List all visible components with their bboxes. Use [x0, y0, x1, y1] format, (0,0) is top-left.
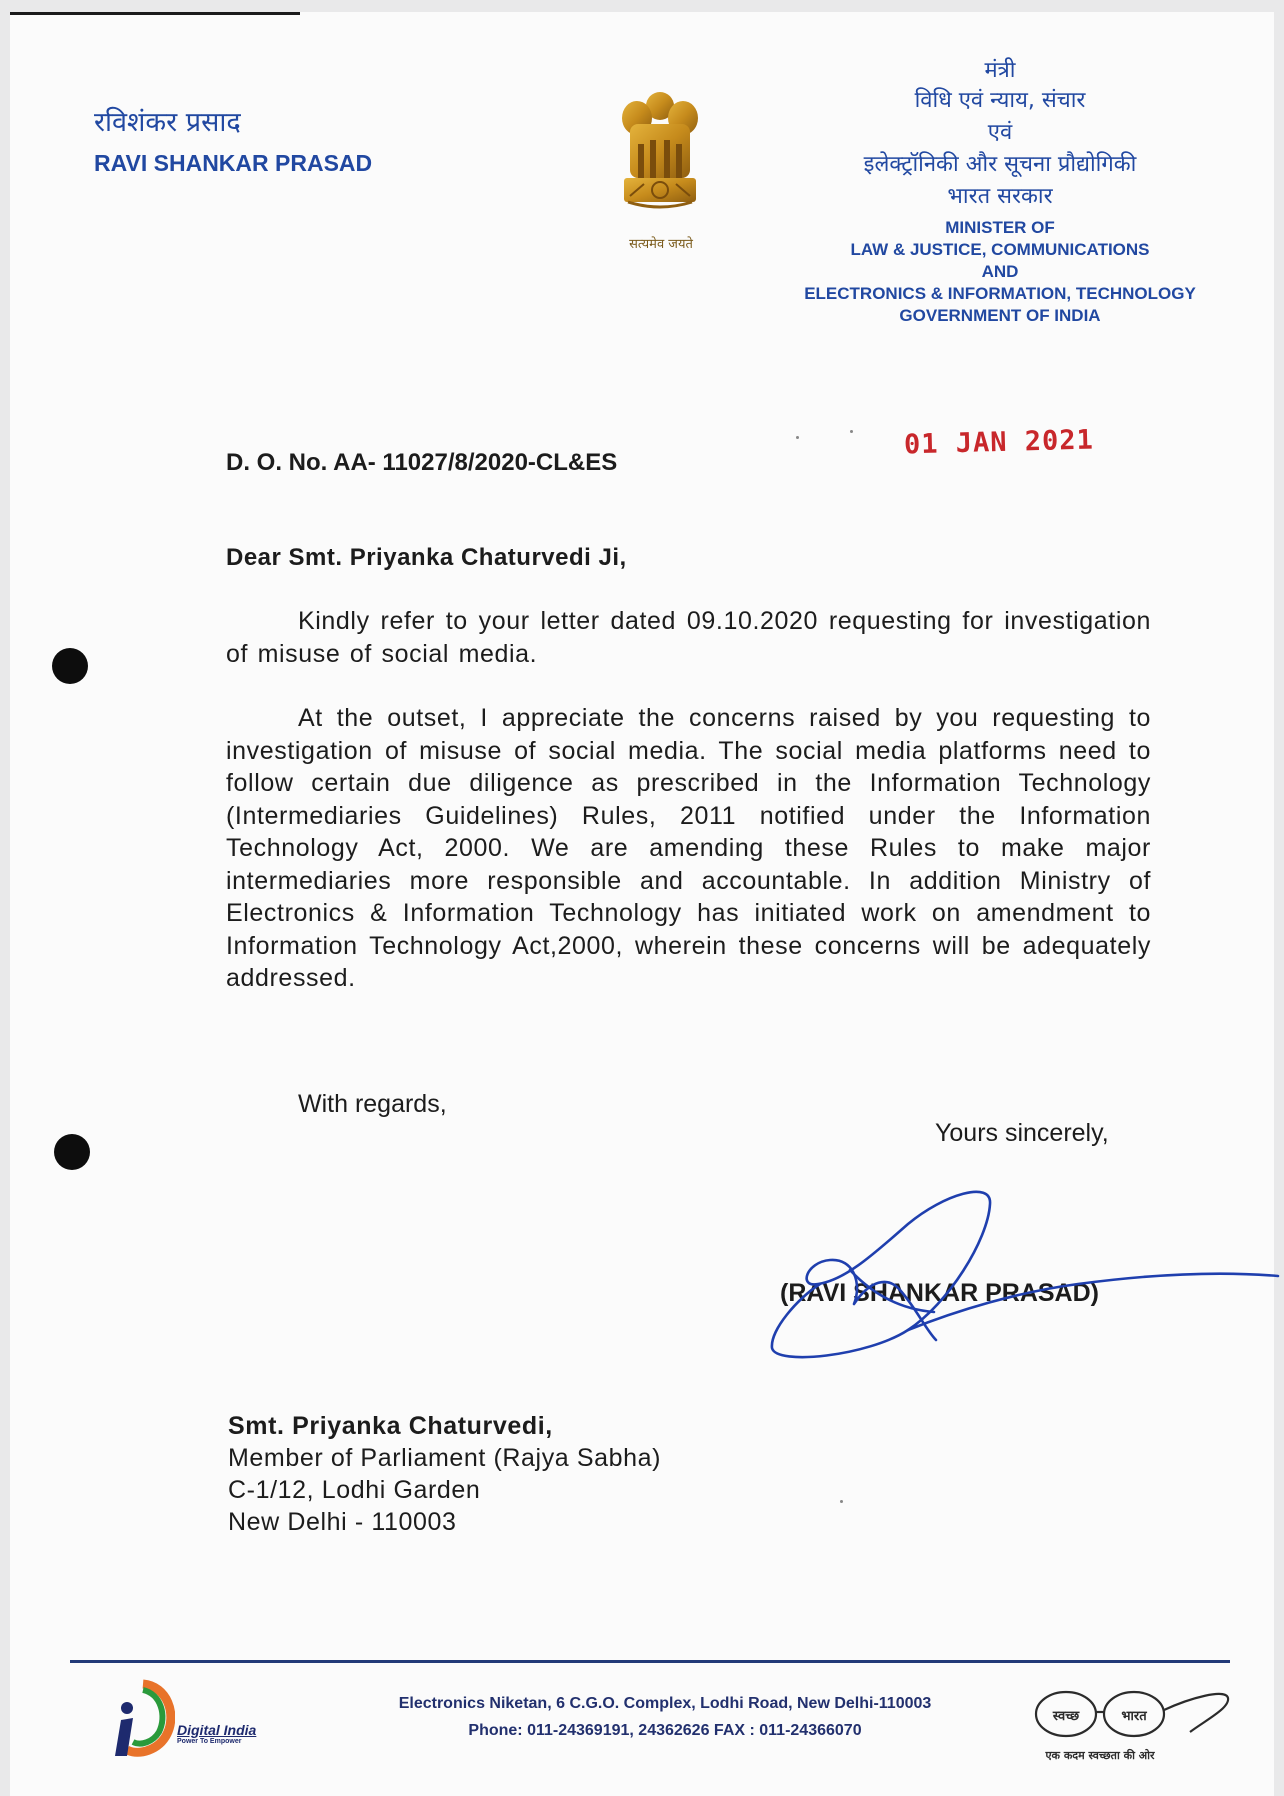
digital-india-logo-icon: [105, 1672, 175, 1762]
swachh-tagline: एक कदम स्वच्छता की ओर: [1045, 1749, 1155, 1762]
swachh-bharat-logo-icon: [1030, 1680, 1240, 1750]
ministry-hindi-line-5: भारत सरकार: [947, 184, 1053, 209]
paragraph-1: Kindly refer to your letter dated 09.10.2020 requesting for investigation of misuse of social media.: [226, 607, 1151, 668]
footer-contact: [340, 1690, 990, 1744]
recipient-address: [228, 1410, 661, 1538]
speck: [796, 436, 799, 439]
handwritten-signature: [758, 1180, 1284, 1362]
digital-india-title: Digital India: [177, 1722, 257, 1738]
speck: [850, 430, 853, 433]
ministry-english-line-5: GOVERNMENT OF INDIA: [899, 306, 1101, 325]
signatory-name: (RAVI SHANKAR PRASAD): [780, 1279, 1099, 1307]
speck: [840, 1500, 843, 1503]
ministry-hindi-line-2: विधि एवं न्याय, संचार: [914, 88, 1086, 113]
swachh-left-text: स्वच्छ: [1052, 1709, 1080, 1724]
swachh-right-text: भारत: [1121, 1709, 1147, 1724]
closing-regards: With regards,: [298, 1090, 447, 1118]
minister-name-english: RAVI SHANKAR PRASAD: [94, 150, 373, 176]
date-stamp: 01 JAN 2021: [903, 424, 1095, 461]
punch-hole: [52, 648, 88, 684]
footer-address: Electronics Niketan, 6 C.G.O. Complex, Lodhi Road, New Delhi-110003: [398, 1695, 932, 1712]
footer-phone-fax: Phone: 011-24369191, 24362626 FAX : 011-24366070: [468, 1722, 862, 1739]
recipient-address-line-1: C-1/12, Lodhi Garden: [228, 1476, 481, 1504]
footer-divider: [70, 1660, 1230, 1663]
salutation: Dear Smt. Priyanka Chaturvedi Ji,: [226, 544, 627, 571]
digital-india-tagline: Power To Empower: [177, 1738, 242, 1745]
recipient-address-line-2: New Delhi - 110003: [228, 1508, 457, 1536]
national-emblem-icon: [610, 84, 710, 234]
ministry-english-line-2: LAW & JUSTICE, COMMUNICATIONS: [850, 240, 1150, 259]
recipient-designation: Member of Parliament (Rajya Sabha): [228, 1444, 662, 1472]
closing-sincerely: Yours sincerely,: [935, 1119, 1109, 1147]
ministry-english-line-4: ELECTRONICS & INFORMATION, TECHNOLOGY: [804, 284, 1196, 303]
reference-number: D. O. No. AA- 11027/8/2020-CL&ES: [226, 449, 618, 476]
ministry-english-line-1: MINISTER OF: [945, 218, 1055, 237]
punch-hole: [54, 1134, 90, 1170]
ministry-hindi-line-3: एवं: [987, 120, 1013, 145]
digital-india-wordmark: [177, 1722, 256, 1745]
ministry-hindi-line-4: इलेक्ट्रॉनिकी और सूचना प्रौद्योगिकी: [863, 152, 1137, 177]
paragraph-2: At the outset, I appreciate the concerns raised by you requesting to investigation of misuse of social media. The social media platforms need to follow certain due diligence as prescribed in the Information Technology (Intermediaries Guidelines) Rules, 2011 notified under the Information Technology Act, 2000. We are amending these Rules to make major intermediaries more responsible and accountable. In addition Ministry of Electronics & Information Technology has initiated work on amendment to Information Technology Act,2000, wherein these concerns will be adequately addressed.: [226, 704, 1151, 992]
ministry-english-line-3: AND: [981, 262, 1019, 281]
minister-name-hindi: रविशंकर प्रसाद: [94, 107, 241, 138]
letter-page: [10, 12, 1274, 1796]
top-edge-line: [10, 12, 300, 15]
recipient-name: Smt. Priyanka Chaturvedi,: [228, 1412, 553, 1440]
ministry-hindi-line-1: मंत्री: [984, 58, 1016, 83]
emblem-motto: सत्यमेव जयते: [629, 237, 693, 252]
